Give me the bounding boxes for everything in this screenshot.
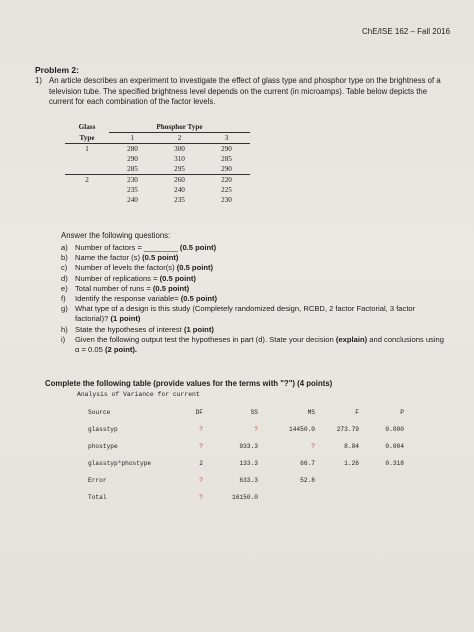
question-label: h) [61, 324, 68, 334]
anova-header: P [400, 409, 404, 416]
anova-cell: 0.318 [385, 460, 404, 467]
question-item [61, 284, 446, 294]
complete-instruction [45, 379, 455, 388]
question-text: What type of a design is this study (Completely randomized design, RCBD, 2 factor Factorial, 3 factor factorial)? [75, 304, 416, 324]
table-cell: 300 [156, 144, 203, 155]
anova-cell: glasstyp*phostype [88, 460, 152, 467]
complete-points: (4 points) [297, 379, 333, 388]
phosphor-level: 3 [224, 134, 229, 142]
table-cell: 220 [203, 175, 250, 186]
anova-cell: 16150.0 [232, 494, 258, 501]
question-item [61, 335, 446, 355]
question-text: Total number of runs = [75, 283, 151, 293]
table-cell: 290 [127, 155, 138, 163]
anova-header: DF [195, 409, 203, 416]
questions-heading: Answer the following questions: [61, 231, 171, 240]
anova-row [88, 421, 404, 438]
table-cell: 260 [156, 175, 203, 186]
phosphor-level: 2 [177, 134, 182, 142]
question-text-tail: and conclusions using α = 0.05 [75, 334, 444, 355]
anova-header: Source [88, 409, 111, 416]
anova-cell: 8.84 [344, 443, 359, 450]
question-item [61, 253, 446, 263]
anova-cell: ? [199, 477, 203, 484]
anova-cell: 273.79 [336, 426, 359, 433]
course-header: ChE/ISE 162 – Fall 2016 [362, 27, 451, 36]
table-cell: 290 [221, 165, 232, 173]
anova-title: Analysis of Variance for current [77, 391, 200, 398]
anova-cell: 133.3 [239, 460, 258, 467]
anova-row [88, 455, 404, 472]
question-list [61, 243, 446, 355]
anova-cell: ? [199, 443, 203, 450]
complete-text: Complete the following table (provide values for the terms with "?") [45, 379, 295, 388]
question-points: (0.5 point) [142, 253, 179, 263]
question-item [61, 304, 446, 324]
anova-cell: 52.8 [300, 477, 315, 484]
table-cell: 235 [127, 186, 138, 194]
table-cell: 280 [109, 144, 156, 155]
anova-row [88, 438, 404, 455]
question-points: (0.5 point) [180, 294, 218, 304]
question-text: State the hypotheses of interest [75, 324, 182, 334]
anova-header: MS [307, 409, 315, 416]
anova-cell: 1.26 [344, 460, 359, 467]
anova-cell: ? [199, 426, 203, 433]
table-cell [65, 195, 109, 205]
phosphor-header: Phosphor Type [109, 122, 250, 133]
question-text: Name the factor (s) [75, 253, 140, 263]
anova-row [88, 489, 404, 506]
question-points: (0.5 point) [176, 263, 214, 273]
table-cell: 2 [65, 175, 109, 186]
table-cell: 230 [221, 196, 232, 204]
phosphor-level: 1 [130, 134, 135, 142]
table-row [65, 195, 250, 205]
question-text: Number of replications = [75, 273, 158, 283]
question-text: Given the following output test the hypotheses in part (d). State your decision [75, 334, 334, 344]
table-cell: 285 [127, 165, 138, 173]
table-cell: 235 [174, 196, 185, 204]
anova-cell: 14450.0 [289, 426, 315, 433]
glass-header-2: Type [79, 133, 95, 142]
anova-cell: ? [199, 494, 203, 501]
anova-header-row [88, 404, 404, 421]
anova-header: SS [250, 409, 258, 416]
table-cell: 290 [203, 144, 250, 155]
question-label: b) [61, 253, 68, 263]
table-cell [65, 185, 109, 195]
table-cell: 240 [174, 186, 185, 194]
question-item [61, 325, 446, 335]
question-text: Number of levels the factor(s) [75, 263, 175, 273]
question-points: (0.5 point) [152, 283, 190, 293]
problem-title: Problem 2: [35, 65, 79, 75]
anova-cell: glasstyp [88, 426, 118, 433]
question-item [61, 274, 446, 284]
table-cell: 240 [127, 196, 138, 204]
question-points: (2 point). [104, 345, 138, 355]
table-row [65, 154, 250, 164]
question-text: Identify the response variable= [75, 294, 179, 304]
anova-cell: phostype [88, 443, 118, 450]
table-row [65, 164, 250, 175]
question-text: Number of factors = ________ [75, 243, 178, 252]
problem-intro [35, 76, 450, 108]
table-cell: 310 [174, 155, 185, 163]
problem-intro-text: An article describes an experiment to investigate the effect of glass type and phosphor type on the brightness of a television tube. The specified brightness level depends on the current (in microamps). Table below depicts the current for each combination of the factor levels. [49, 76, 441, 106]
question-label: g) [61, 304, 68, 314]
table-cell [65, 154, 109, 164]
glass-header-1: Glass [78, 123, 96, 132]
anova-cell: 0.004 [385, 443, 404, 450]
question-label: f) [61, 294, 66, 304]
anova-cell: 933.3 [239, 443, 258, 450]
anova-table [88, 404, 404, 506]
table-cell: 295 [174, 165, 185, 173]
question-points: (1 point) [183, 324, 214, 334]
anova-row [88, 472, 404, 489]
table-cell [65, 164, 109, 175]
anova-cell: 66.7 [300, 460, 315, 467]
question-item [61, 263, 446, 273]
anova-cell: Error [88, 477, 107, 484]
question-label: d) [61, 273, 68, 283]
anova-header: F [355, 409, 359, 416]
table-row [65, 185, 250, 195]
question-points: (0.5 point) [179, 243, 217, 252]
question-emphasis: (explain) [335, 334, 368, 344]
anova-cell [315, 489, 359, 506]
anova-cell: 0.000 [385, 426, 404, 433]
anova-cell [359, 472, 404, 489]
question-label: c) [61, 263, 68, 273]
question-label: i) [61, 334, 66, 344]
anova-cell [315, 472, 359, 489]
anova-cell: 633.3 [239, 477, 258, 484]
anova-cell: 2 [199, 460, 203, 467]
question-item [61, 294, 446, 304]
question-item [61, 243, 446, 253]
problem-number: 1) [35, 76, 42, 85]
table-cell: 225 [221, 186, 232, 194]
anova-cell: ? [254, 426, 258, 433]
question-label: e) [61, 283, 68, 293]
question-points: (1 point) [110, 314, 141, 324]
anova-cell: Total [88, 494, 107, 501]
table-row [65, 175, 250, 186]
table-cell: 1 [65, 144, 109, 155]
table-row [65, 144, 250, 155]
anova-cell [258, 489, 315, 506]
question-label: a) [61, 243, 68, 252]
table-cell: 230 [109, 175, 156, 186]
table-cell: 285 [221, 155, 232, 163]
question-points: (0.5 point) [159, 273, 196, 283]
factor-table [65, 122, 250, 205]
anova-cell: ? [311, 443, 315, 450]
anova-cell [359, 489, 404, 506]
